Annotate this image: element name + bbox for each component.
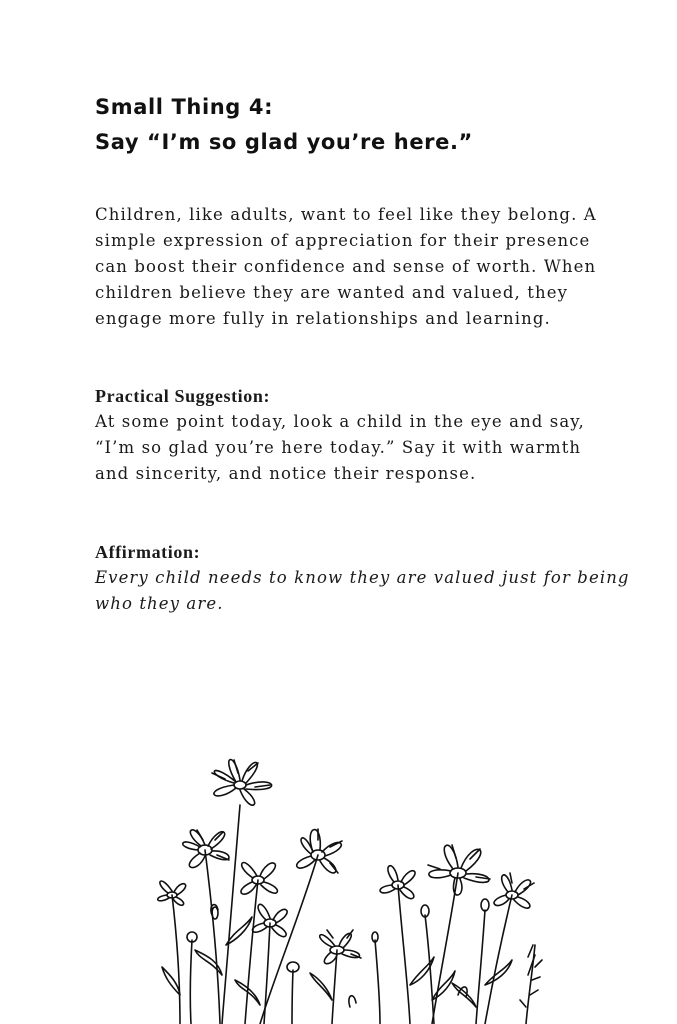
intro-line: simple expression of appreciation for their presence	[95, 231, 591, 250]
intro-paragraph	[95, 202, 635, 332]
title-line-1: Small Thing 4:	[95, 95, 274, 119]
affirmation-line: who they are.	[95, 594, 224, 613]
practical-suggestion-section	[95, 384, 635, 487]
affirmation-section	[95, 540, 635, 617]
title-line-2: Say “I’m so glad you’re here.”	[95, 130, 473, 154]
intro-line: children believe they are wanted and valued, they	[95, 283, 568, 302]
practical-suggestion-label: Practical Suggestion:	[95, 386, 271, 406]
page-title	[95, 90, 473, 160]
suggestion-line: At some point today, look a child in the eye and say,	[95, 412, 585, 431]
intro-line: Children, like adults, want to feel like they belong. A	[95, 205, 597, 224]
suggestion-line: “I’m so glad you’re here today.” Say it with warmth	[95, 438, 582, 457]
intro-line: engage more fully in relationships and learning.	[95, 309, 551, 328]
intro-line: can boost their confidence and sense of worth. When	[95, 257, 597, 276]
affirmation-label: Affirmation:	[95, 542, 201, 562]
affirmation-line: Every child needs to know they are valued just for being	[95, 568, 630, 587]
wildflowers-line-art-icon	[140, 745, 570, 1024]
suggestion-line: and sincerity, and notice their response.	[95, 464, 477, 483]
